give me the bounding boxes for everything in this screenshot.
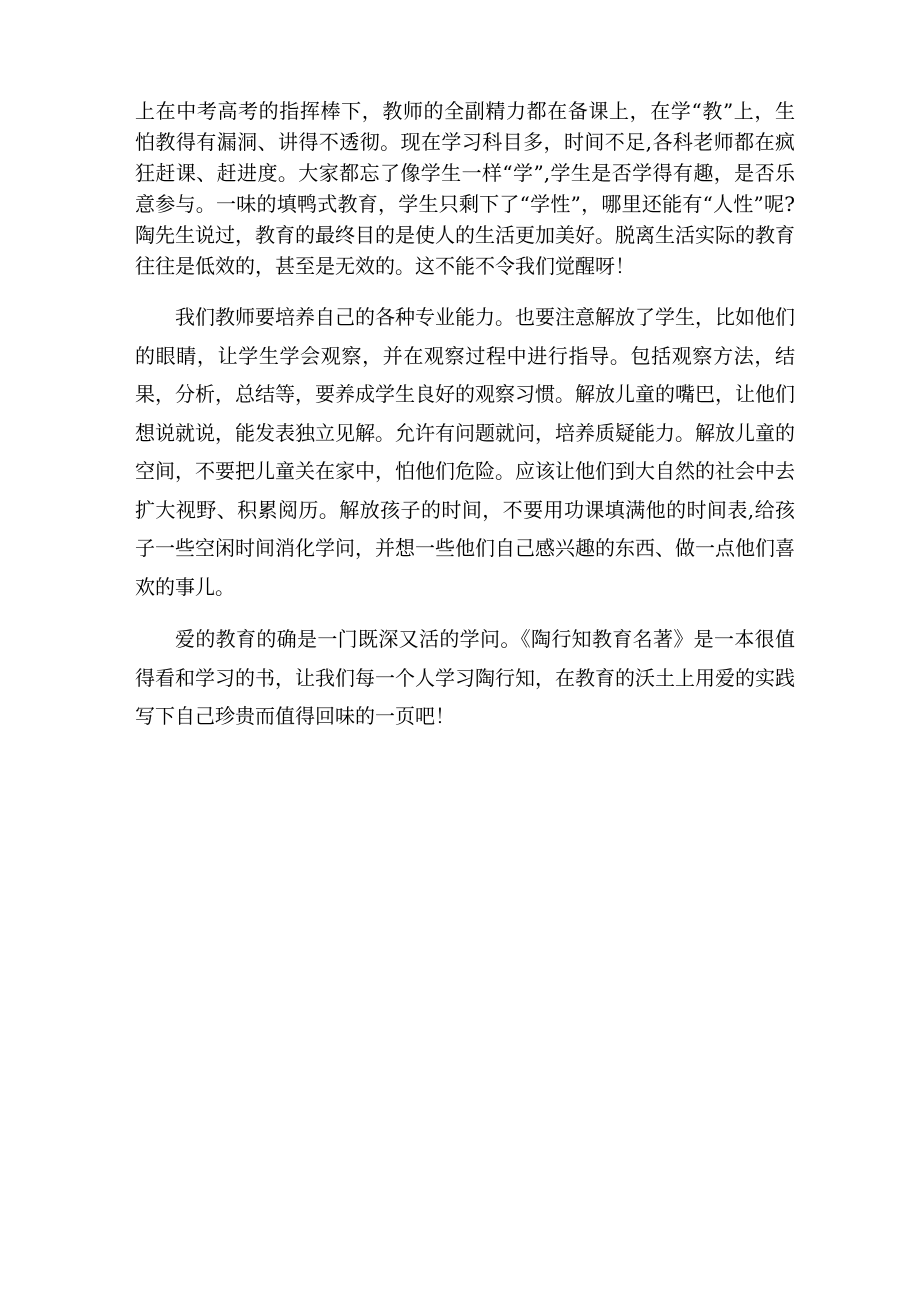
paragraph-2: 我们教师要培养自己的各种专业能力。也要注意解放了学生，比如他们的眼睛，让学生学会观察，并在观察过程中进行指导。包括观察方法，结果，分析，总结等，要养成学生良好的观察习惯。解放儿童的嘴巴，让他们想说就说，能发表独立见解。允许有问题就问，培养质疑能力。解放儿童的空间，不要把儿童关在家中，怕他们危险。应该让他们到大自然的社会中去扩大视野、积累阅历。解放孩子的时间，不要用功课填满他的时间表,给孩子一些空闲时间消化学问，并想一些他们自己感兴趣的东西、做一点他们喜欢的事儿。: [135, 305, 795, 599]
paragraph-3: 爱的教育的确是一门既深又活的学问。《陶行知教育名著》是一本很值得看和学习的书，让我们每一个人学习陶行知，在教育的沃土上用爱的实践写下自己珍贵而值得回味的一页吧！: [135, 627, 795, 728]
paragraph-1: 上在中考高考的指挥棒下，教师的全副精力都在备课上，在学“教”上，生怕教得有漏洞、讲得不透彻。现在学习科目多，时间不足,各科老师都在疯狂赶课、赶进度。大家都忘了像学生一样“学”,学生是否学得有趣，是否乐意参与。一味的填鸭式教育，学生只剩下了“学性”，哪里还能有“人性”呢?陶先生说过，教育的最终目的是使人的生活更加美好。脱离生活实际的教育往往是低效的，甚至是无效的。这不能不令我们觉醒呀！: [135, 99, 795, 278]
document-body: [135, 96, 795, 736]
